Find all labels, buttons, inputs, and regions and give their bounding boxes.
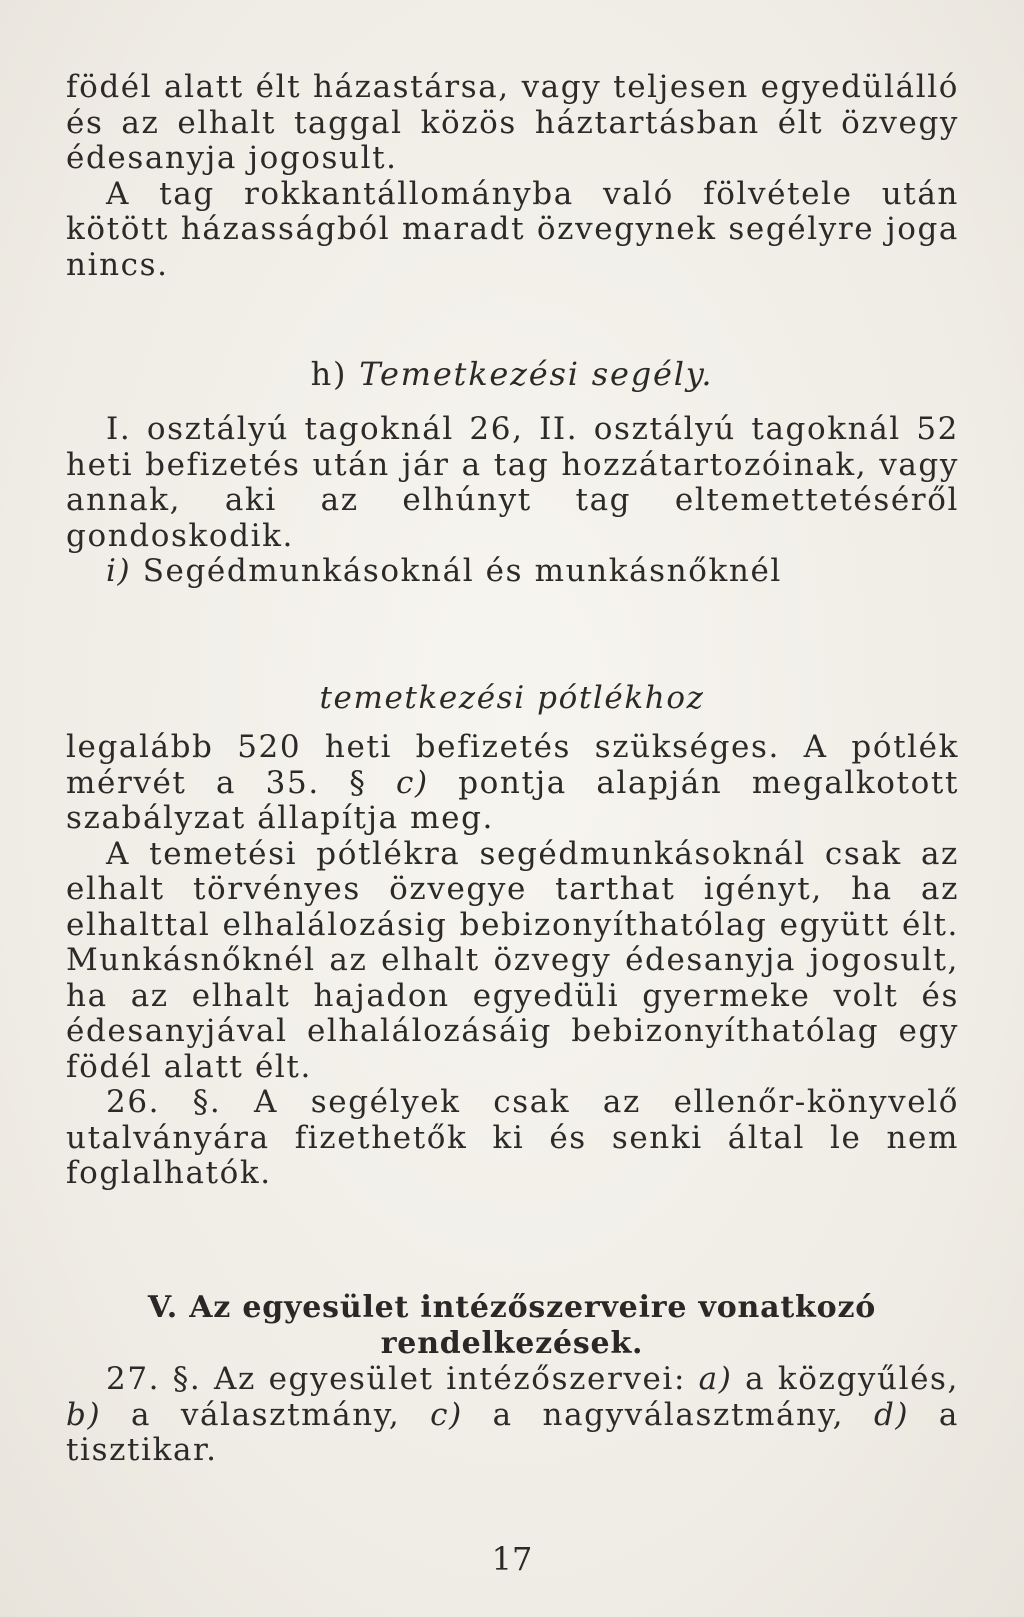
chapter-heading-line-2: rendelkezések. [380, 1326, 644, 1361]
s27-text-e: a tisztikar. [66, 1396, 959, 1468]
s27-text-d: a nagyválasztmány, [462, 1396, 874, 1433]
chapter-heading-v [60, 1290, 964, 1362]
paragraph-section-26: 26. §. A segélyek csak az ellenőr-könyvelő utalványára fizethetők ki és senki által le nem foglalhatók. [66, 1084, 959, 1191]
item-i-text: Segédmunkásoknál és munkásnőknél [142, 553, 782, 589]
s27-text-a: 27. §. Az egyesület intézőszervei: [106, 1361, 699, 1397]
subheading-funeral-supplement: temetkezési pótlékhoz [319, 680, 705, 716]
page-number: 17 [491, 1540, 533, 1578]
supplement-text-c: pontja alapján megalkotott szabályzat állapítja meg. [66, 764, 959, 836]
section-h-title: Temetkezési segély. [359, 355, 714, 393]
paragraph-invalid-marriage: A tag rokkantállományba való fölvétele után kötött házasságból maradt özvegynek segélyre joga nincs. [66, 175, 959, 283]
s27-label-b: b) [66, 1396, 102, 1433]
s27-label-d: d) [873, 1396, 910, 1433]
paragraph-funeral-aid: I. osztályú tagoknál 26, II. osztályú tagoknál 52 heti befizetés után jár a tag hozzátartozóinak, vagy annak, aki az elhúnyt tag eltemettetéséről gondoskodik. [66, 411, 959, 554]
s27-label-c: c) [430, 1396, 463, 1433]
s27-text-b: a közgyűlés, [732, 1361, 959, 1397]
chapter-heading-line-1: V. Az egyesület intézőszerveire vonatkozó [147, 1290, 877, 1325]
paragraph-widow-eligibility: födél alatt élt házastársa, vagy teljesen egyedülálló és az elhalt taggal közös háztartásban élt özvegy édesanyja jogosult. [66, 69, 959, 176]
paragraph-supplement-eligibility: A temetési pótlékra segédmunkásoknál csak az elhalt törvényes özvegye tarthat igényt, ha az elhalttal elhalálozásig bebizonyíthatólag együtt élt. Munkásnőknél az elhalt özvegy édesanyja jogosult, ha az elhalt hajadon egyedüli gyermeke volt és édesanyjával elhalálozásáig bebizonyíthatólag egy födél alatt élt. [66, 835, 959, 1085]
s27-label-a: a) [698, 1361, 733, 1397]
paragraph-supplement-requirement [66, 730, 959, 837]
paragraph-section-27 [66, 1362, 959, 1469]
section-h-prefix: h) [310, 355, 348, 393]
item-i-label: i) [106, 553, 132, 589]
paragraph-i-label-line [66, 554, 959, 590]
s27-text-c: a választmány, [101, 1396, 431, 1433]
section-heading-h [0, 355, 1024, 393]
top-text-block [66, 70, 959, 283]
supplement-label-c: c) [396, 764, 429, 801]
supplement-text-block [66, 730, 959, 1192]
section-27-block [66, 1362, 959, 1469]
supplement-text-a: legalább 520 heti befizetés szükséges. A pótlék mérvét a 35. § [66, 729, 959, 801]
funeral-aid-block [66, 412, 959, 590]
